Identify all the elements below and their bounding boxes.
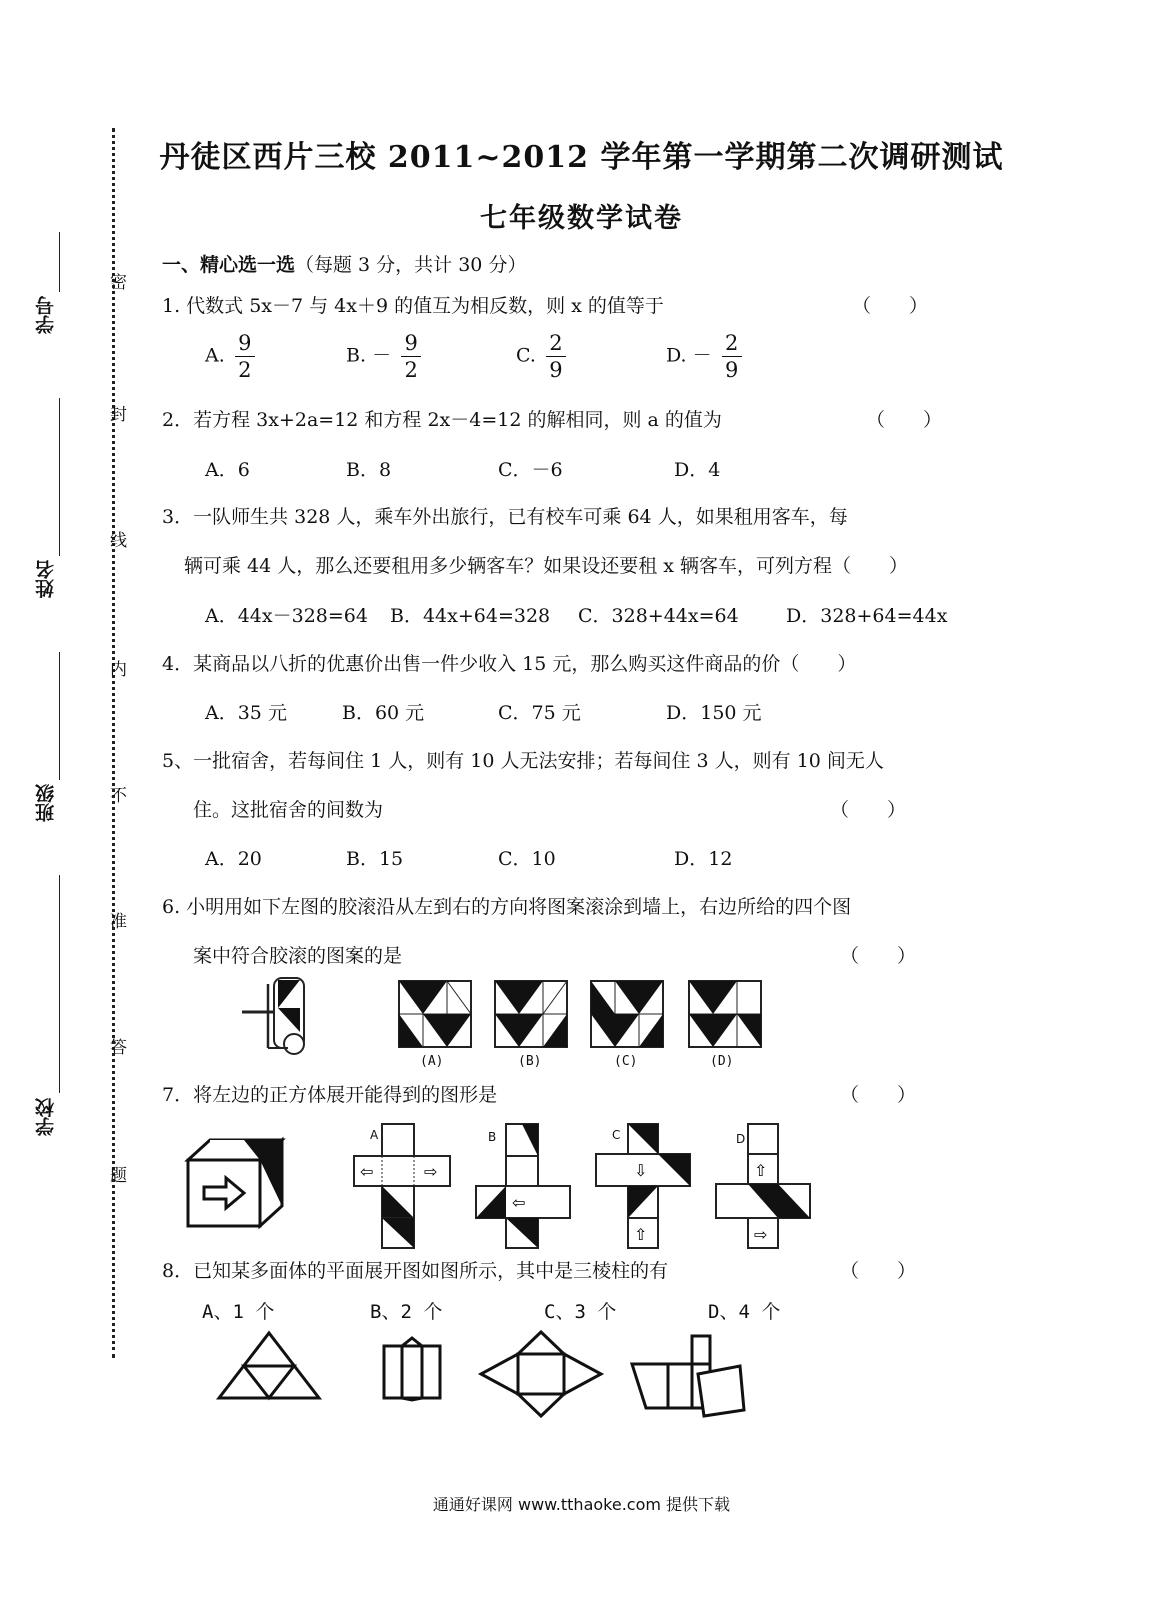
- cube-figure: [184, 1138, 288, 1230]
- numerator: 9: [404, 331, 418, 355]
- net-b-letter[interactable]: B: [488, 1130, 497, 1144]
- section-heading: [162, 250, 526, 277]
- question-1-option-c[interactable]: [516, 330, 566, 383]
- question-2-option-d[interactable]: D．4: [674, 459, 721, 481]
- question-1-stem: 1. 代数式 5x－7 与 4x＋9 的值互为相反数，则 x 的值等于: [162, 295, 664, 317]
- option-label: A.: [205, 344, 225, 367]
- denominator: 2: [404, 358, 418, 382]
- question-2-answer-paren[interactable]: （ ）: [866, 409, 943, 431]
- question-4-option-b[interactable]: B．60 元: [342, 702, 425, 724]
- net-pyramid-icon: [478, 1330, 604, 1420]
- field-label-class: 班级: [35, 784, 57, 822]
- option-label: D.: [666, 344, 687, 367]
- question-5-option-a[interactable]: A．20: [205, 848, 262, 870]
- question-4-stem: 4．某商品以八折的优惠价出售一件少收入 15 元，那么购买这件商品的价（ ）: [162, 653, 857, 675]
- net-b-icon: [474, 1122, 574, 1252]
- question-5-option-d[interactable]: D．12: [674, 848, 733, 870]
- question-5-stem-line2: 住。这批宿舍的间数为: [193, 799, 384, 821]
- seal-char: 封: [106, 405, 126, 422]
- seal-char: 内: [106, 660, 126, 677]
- net-a-letter[interactable]: A: [370, 1128, 379, 1142]
- fraction: [546, 330, 566, 383]
- field-label-name: 姓名: [35, 560, 57, 598]
- question-1-option-a[interactable]: [205, 330, 255, 383]
- question-8-option-c[interactable]: C、3 个: [544, 1301, 617, 1323]
- svg-text:⇧: ⇧: [754, 1161, 768, 1180]
- question-1-option-d[interactable]: [666, 330, 742, 383]
- question-1-answer-paren[interactable]: （ ）: [852, 295, 929, 317]
- svg-text:⇨: ⇨: [754, 1225, 768, 1244]
- field-line-student-id[interactable]: [59, 232, 60, 292]
- question-6-stem-line1: 6. 小明用如下左图的胶滚沿从左到右的方向将图案滚涂到墙上，右边所给的四个图: [162, 896, 852, 918]
- page-subtitle: 七年级数学试卷: [480, 203, 683, 234]
- seal-char: 答: [106, 1038, 126, 1055]
- numerator: 2: [549, 331, 563, 355]
- svg-text:⇦: ⇦: [512, 1193, 526, 1212]
- question-5-stem-line1: 5、一批宿舍，若每间住 1 人，则有 10 人无法安排；若每间住 3 人，则有 10 间无人: [162, 750, 884, 772]
- seal-char: 题: [106, 1166, 126, 1183]
- field-line-name[interactable]: [59, 398, 60, 556]
- question-8-option-d[interactable]: D、4 个: [708, 1301, 781, 1323]
- pattern-d-caption[interactable]: (D): [710, 1054, 734, 1069]
- question-6-stem-line2: 案中符合胶滚的图案的是: [193, 945, 403, 967]
- field-label-student-id: 学号: [35, 296, 57, 334]
- question-2-stem: 2．若方程 3x+2a=12 和方程 2x－4=12 的解相同，则 a 的值为: [162, 409, 722, 431]
- question-7-answer-paren[interactable]: （ ）: [840, 1084, 917, 1106]
- net-d-letter[interactable]: D: [736, 1132, 746, 1146]
- net-c-icon: [594, 1122, 694, 1252]
- denominator: 9: [725, 358, 739, 382]
- svg-text:⇨: ⇨: [424, 1162, 438, 1181]
- net-a-icon: [352, 1122, 456, 1252]
- denominator: 9: [549, 358, 563, 382]
- fraction: [235, 330, 255, 383]
- fraction: [722, 330, 742, 383]
- svg-text:⇧: ⇧: [634, 1225, 648, 1244]
- option-label: C.: [516, 344, 536, 367]
- page-title: 丹徒区西片三校 2011~2012 学年第一学期第二次调研测试: [159, 140, 1004, 175]
- question-8-answer-paren[interactable]: （ ）: [840, 1260, 917, 1282]
- seal-char: 线: [106, 531, 126, 548]
- net-c-letter[interactable]: C: [612, 1128, 621, 1142]
- net-prism-icon: [380, 1336, 444, 1402]
- question-4-option-a[interactable]: A．35 元: [205, 702, 287, 724]
- numerator: 9: [238, 331, 252, 355]
- question-2-option-c[interactable]: C．－6: [498, 459, 563, 481]
- question-7-stem: 7．将左边的正方体展开能得到的图形是: [162, 1084, 498, 1106]
- question-5-option-b[interactable]: B．15: [346, 848, 404, 870]
- net-d-icon: [714, 1122, 814, 1252]
- svg-text:⇩: ⇩: [634, 1161, 648, 1180]
- question-5-answer-paren[interactable]: （ ）: [830, 799, 907, 821]
- question-1-option-b[interactable]: [346, 330, 421, 383]
- field-line-school[interactable]: [59, 875, 60, 1093]
- svg-text:⇦: ⇦: [360, 1162, 374, 1181]
- paint-roller-figure: [238, 972, 318, 1062]
- pattern-a-icon: [398, 980, 472, 1048]
- pattern-c-caption[interactable]: (C): [614, 1054, 638, 1069]
- field-label-school: 学校: [35, 1098, 57, 1136]
- question-8-stem: 8．已知某多面体的平面展开图如图所示，其中是三棱柱的有: [162, 1260, 669, 1282]
- question-3-option-d[interactable]: D．328+64=44x: [786, 605, 948, 627]
- question-2-option-b[interactable]: B．8: [346, 459, 392, 481]
- fraction: [401, 330, 421, 383]
- question-3-option-c[interactable]: C．328+44x=64: [578, 605, 739, 627]
- question-2-option-a[interactable]: A．6: [205, 459, 250, 481]
- seal-char: 不: [106, 786, 126, 803]
- pattern-a-caption[interactable]: (A): [420, 1054, 444, 1069]
- question-6-answer-paren[interactable]: （ ）: [840, 945, 917, 967]
- option-sign: －: [372, 344, 392, 367]
- net-triangle-icon: [216, 1330, 322, 1402]
- question-5-option-c[interactable]: C．10: [498, 848, 556, 870]
- footer-text: 通通好课网 www.tthaoke.com 提供下载: [432, 1495, 731, 1514]
- option-sign: －: [692, 344, 712, 367]
- option-label: B.: [346, 344, 367, 367]
- net-irregular-icon: [628, 1332, 748, 1420]
- question-3-option-a[interactable]: A．44x－328=64: [205, 605, 368, 627]
- question-4-option-c[interactable]: C．75 元: [498, 702, 581, 724]
- pattern-d-icon: [688, 980, 762, 1048]
- question-3-option-b[interactable]: B．44x+64=328: [390, 605, 551, 627]
- question-8-option-b[interactable]: B、2 个: [370, 1301, 443, 1323]
- pattern-c-icon: [590, 980, 664, 1048]
- field-line-class[interactable]: [59, 652, 60, 780]
- seal-char: 准: [106, 912, 126, 929]
- pattern-b-icon: [494, 980, 568, 1048]
- denominator: 2: [238, 358, 252, 382]
- question-3-stem-line1: 3．一队师生共 328 人，乘车外出旅行，已有校车可乘 64 人，如果租用客车，每: [162, 506, 848, 528]
- pattern-b-caption[interactable]: (B): [518, 1054, 542, 1069]
- question-8-option-a[interactable]: A、1 个: [202, 1301, 275, 1323]
- question-4-option-d[interactable]: D．150 元: [666, 702, 762, 724]
- seal-char: 密: [106, 273, 126, 290]
- section-note: （每题 3 分，共计 30 分）: [295, 254, 527, 276]
- question-3-stem-line2: 辆可乘 44 人，那么还要租用多少辆客车？如果设还要租 x 辆客车，可列方程（ ）: [184, 555, 909, 577]
- section-title: 一、精心选一选: [162, 254, 296, 276]
- numerator: 2: [725, 331, 739, 355]
